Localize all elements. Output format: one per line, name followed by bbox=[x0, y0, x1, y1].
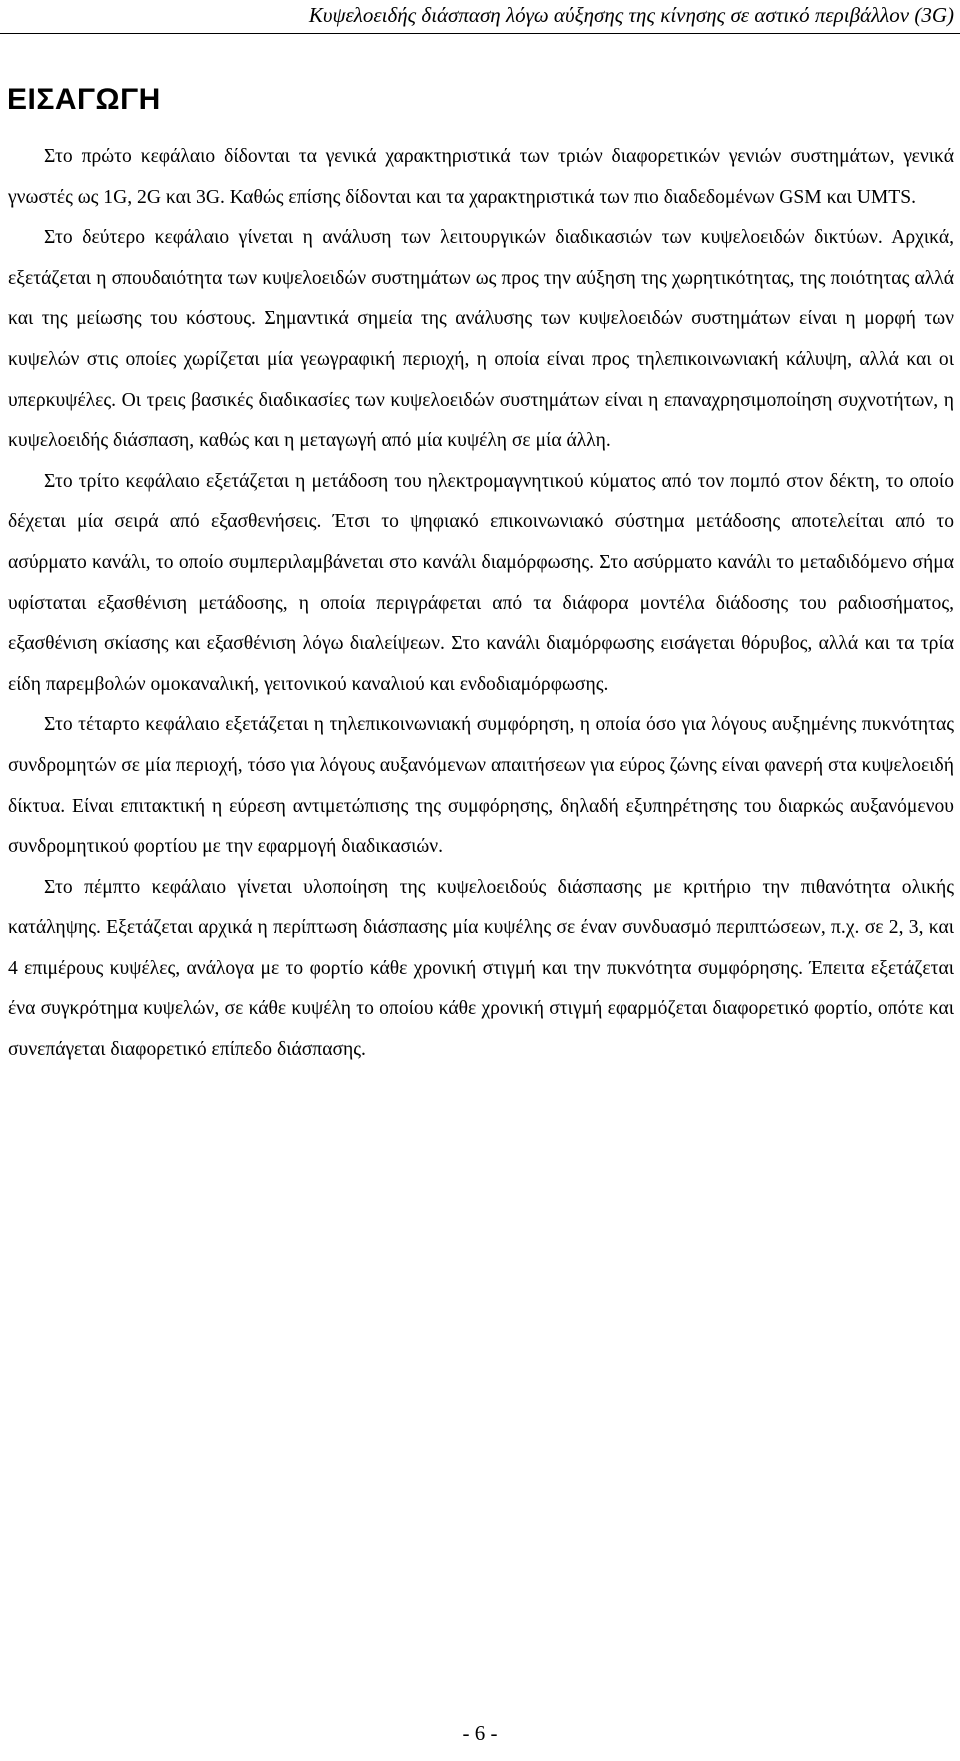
page-number: - 6 - bbox=[462, 1721, 498, 1745]
paragraph-chapter-4: Στο τέταρτο κεφάλαιο εξετάζεται η τηλεπικοινωνιακή συμφόρηση, η οποία όσο για λόγους αυξημένης πυκνότητας συνδρομητών σε μία περιοχή, τόσο για λόγους αυξανόμενων απαιτήσεων για εύρος ζώνης είναι φανερή στα κυψελοειδή δίκτυα. Είναι επιτακτική η εύρεση αντιμετώπισης της συμφόρησης, δηλαδή εξυπηρέτησης του διαρκώς αυξανόμενου συνδρομητικού φορτίου με την εφαρμογή διαδικασιών. bbox=[8, 714, 954, 858]
running-header bbox=[0, 0, 960, 34]
paragraph-chapter-3: Στο τρίτο κεφάλαιο εξετάζεται η μετάδοση του ηλεκτρομαγνητικού κύματος από τον πομπό στον δέκτη, το οποίο δέχεται μία σειρά από εξασθενήσεις. Έτσι το ψηφιακό επικοινωνιακό σύστημα μετάδοσης αποτελείται από το ασύρματο κανάλι, το οποίο συμπεριλαμβάνεται στο κανάλι διαμόρφωσης. Στο ασύρματο κανάλι το μεταδιδόμενο σήμα υφίσταται εξασθένιση μετάδοσης, η οποία περιγράφεται από τα διάφορα μοντέλα διάδοσης του ραδιοσήματος, εξασθένιση σκίασης και εξασθένιση λόγω διαλείψεων. Στο κανάλι διαμόρφωσης εισάγεται θόρυβος, αλλά και τα τρία είδη παρεμβολών ομοκαναλική, γειτονικού καναλιού και ενδοδιαμόρφωσης. bbox=[8, 470, 954, 695]
paragraph-chapter-5: Στο πέμπτο κεφάλαιο γίνεται υλοποίηση της κυψελοειδούς διάσπασης με κριτήριο την πιθανότητα ολικής κατάληψης. Εξετάζεται αρχικά η περίπτωση διάσπασης μία κυψέλης σε έναν συνδυασμό περιπτώσεων, π.χ. σε 2, 3, και 4 επιμέρους κυψέλες, ανάλογα με το φορτίο κάθε χρονική στιγμή και την πυκνότητα συμφόρησης. Έπειτα εξετάζεται ένα συγκρότημα κυψελών, σε κάθε κυψέλη το οποίου κάθε χρονική στιγμή εφαρμόζεται διαφορετικό φορτίο, οπότε και συνεπάγεται διαφορετικό επίπεδο διάσπασης. bbox=[8, 876, 954, 1061]
body-text bbox=[8, 137, 954, 1071]
paragraph-chapter-1: Στο πρώτο κεφάλαιο δίδονται τα γενικά χαρακτηριστικά των τριών διαφορετικών γενιών συστημάτων, γενικά γνωστές ως 1G, 2G και 3G. Καθώς επίσης δίδονται και τα χαρακτηριστικά των πιο διαδεδομένων GSM και UMTS. bbox=[8, 146, 954, 208]
paragraph-chapter-2: Στο δεύτερο κεφάλαιο γίνεται η ανάλυση των λειτουργικών διαδικασιών των κυψελοειδών δικτύων. Αρχικά, εξετάζεται η σπουδαιότητα των κυψελοειδών συστημάτων ως προς την αύξηση της χωρητικότητας, της ποιότητας αλλά και της μείωσης του κόστους. Σημαντικά σημεία της ανάλυσης των κυψελοειδών συστημάτων είναι η μορφή των κυψελών στις οποίες χωρίζεται μία γεωγραφική περιοχή, η οποία είναι προς τηλεπικοινωνιακή κάλυψη, αλλά και οι υπερκυψέλες. Οι τρεις βασικές διαδικασίες των κυψελοειδών συστημάτων είναι η επαναχρησιμοποίηση συχνοτήτων, η κυψελοειδής διάσπαση, καθώς και η μεταγωγή από μία κυψέλη σε μία άλλη. bbox=[8, 227, 954, 452]
running-header-title: Κυψελοειδής διάσπαση λόγω αύξησης της κίνησης σε αστικό περιβάλλον (3G) bbox=[308, 3, 954, 27]
section-title: ΕΙΣΑΓΩΓΗ bbox=[7, 83, 161, 116]
